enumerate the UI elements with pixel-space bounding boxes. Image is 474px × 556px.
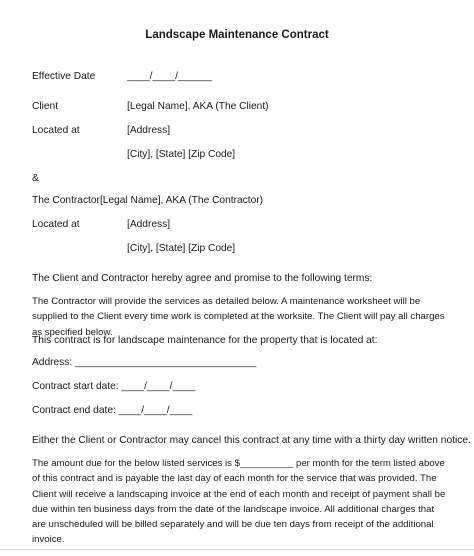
property-line: This contract is for landscape maintenance for the property that is located at: <box>32 335 378 346</box>
address-line: Address: ________________________________ <box>32 357 257 368</box>
contract-end-date: Contract end date: ____/____/____ <box>32 405 193 416</box>
client-value: [Legal Name], AKA (The Client) <box>127 101 269 112</box>
terms-intro: The Client and Contractor hereby agree and promise to the following terms: <box>32 273 373 284</box>
effective-date-label: Effective Date <box>32 71 96 82</box>
document-title: Landscape Maintenance Contract <box>145 29 329 41</box>
ampersand: & <box>32 173 39 184</box>
effective-date-value: ____/____/______ <box>127 71 212 82</box>
contractor-line: The Contractor[Legal Name], AKA (The Contractor) <box>32 195 264 206</box>
contract-start-date: Contract start date: ____/____/____ <box>32 381 196 392</box>
cancel-line: Either the Client or Contractor may cancel this contract at any time with a thirty day written notice. <box>32 435 471 446</box>
client-label: Client <box>32 101 59 112</box>
contractor-city-state-zip: [City], [State] [Zip Code] <box>127 243 236 254</box>
client-address: [Address] <box>127 125 171 136</box>
bottom-divider <box>0 549 474 550</box>
amount-paragraph: The amount due for the below listed services is $__________ per month for the term listed above of this contract and is payable the last day of each month for the service that was provided. The Client will receive a landscaping invoice at the end of each month and receipt of payment shall be due within ten business days from the date of the landscape invoice. All additional charges that are unscheduled will be billed separately and will be due ten days from receipt of the additional invoice. <box>32 458 446 546</box>
client-city-state-zip: [City], [State] [Zip Code] <box>127 149 236 160</box>
contractor-address: [Address] <box>127 219 171 230</box>
services-paragraph: The Contractor will provide the services as detailed below. A maintenance worksheet will be supplied to the Client every time work is completed at the worksite. The Client will pay all charges as specified below. <box>32 296 445 338</box>
client-located-label: Located at <box>32 125 80 136</box>
contractor-located-label: Located at <box>32 219 80 230</box>
